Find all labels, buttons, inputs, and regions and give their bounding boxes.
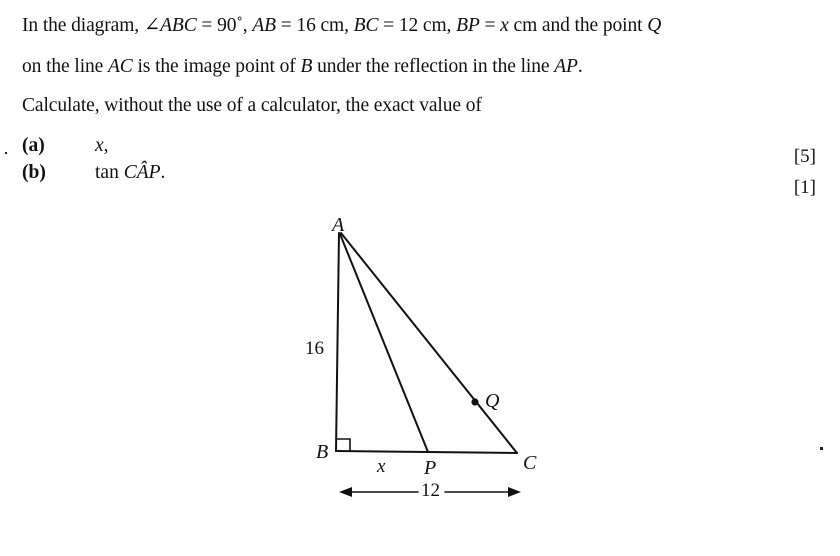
text: In the diagram, [22,15,144,36]
arrowhead-right-icon [508,487,521,497]
arrowhead-left-icon [339,487,352,497]
point-q-dot [471,398,478,405]
right-angle-marker [336,439,350,451]
segment-bp: BP [456,15,480,36]
point-a-label: A [332,214,345,236]
text: = [479,15,501,36]
text: = 12 cm, [378,15,457,36]
text: is the image point of [132,56,301,77]
part-a-marks: [5] [793,146,816,167]
segment-ab: AB [252,15,276,36]
part-b-label: (b) [22,162,46,183]
text: . [160,162,166,183]
segment-bc: BC [353,15,379,36]
segment-ac: AC [108,56,133,77]
length-bc-label: 12 [421,480,440,501]
point-b-label: B [316,441,329,463]
point-p-label: P [424,457,437,479]
text: on the line [22,56,108,77]
text: . [577,56,583,77]
text: = 16 cm, [275,15,354,36]
part-b-marks: [1] [793,177,816,198]
segment-ac-line [341,233,517,453]
angle-abc: ∠ABC [143,15,197,36]
text: under the reflection in the line [312,56,555,77]
length-ab-label: 16 [305,338,324,359]
point-q-label: Q [485,390,500,412]
segment-bc-line [336,451,517,453]
text: cm and the point [508,15,648,36]
point-b-ref: B [300,56,313,77]
text: = 90˚, [196,15,253,36]
angle-cap: CÂP [123,162,161,183]
segment-ap: AP [554,56,578,77]
instruction: Calculate, without the use of a calculator, the exact value of [22,95,482,116]
variable-x: x [95,135,104,156]
point-q-ref: Q [647,15,662,36]
point-c-label: C [523,452,537,474]
segment-ab-line [336,233,339,451]
variable-x: x [500,15,509,36]
part-a-label: (a) [22,135,45,156]
length-bp-label: x [377,456,386,477]
segment-ap-line [340,234,428,452]
text: tan [95,162,124,183]
text: , [103,135,109,156]
